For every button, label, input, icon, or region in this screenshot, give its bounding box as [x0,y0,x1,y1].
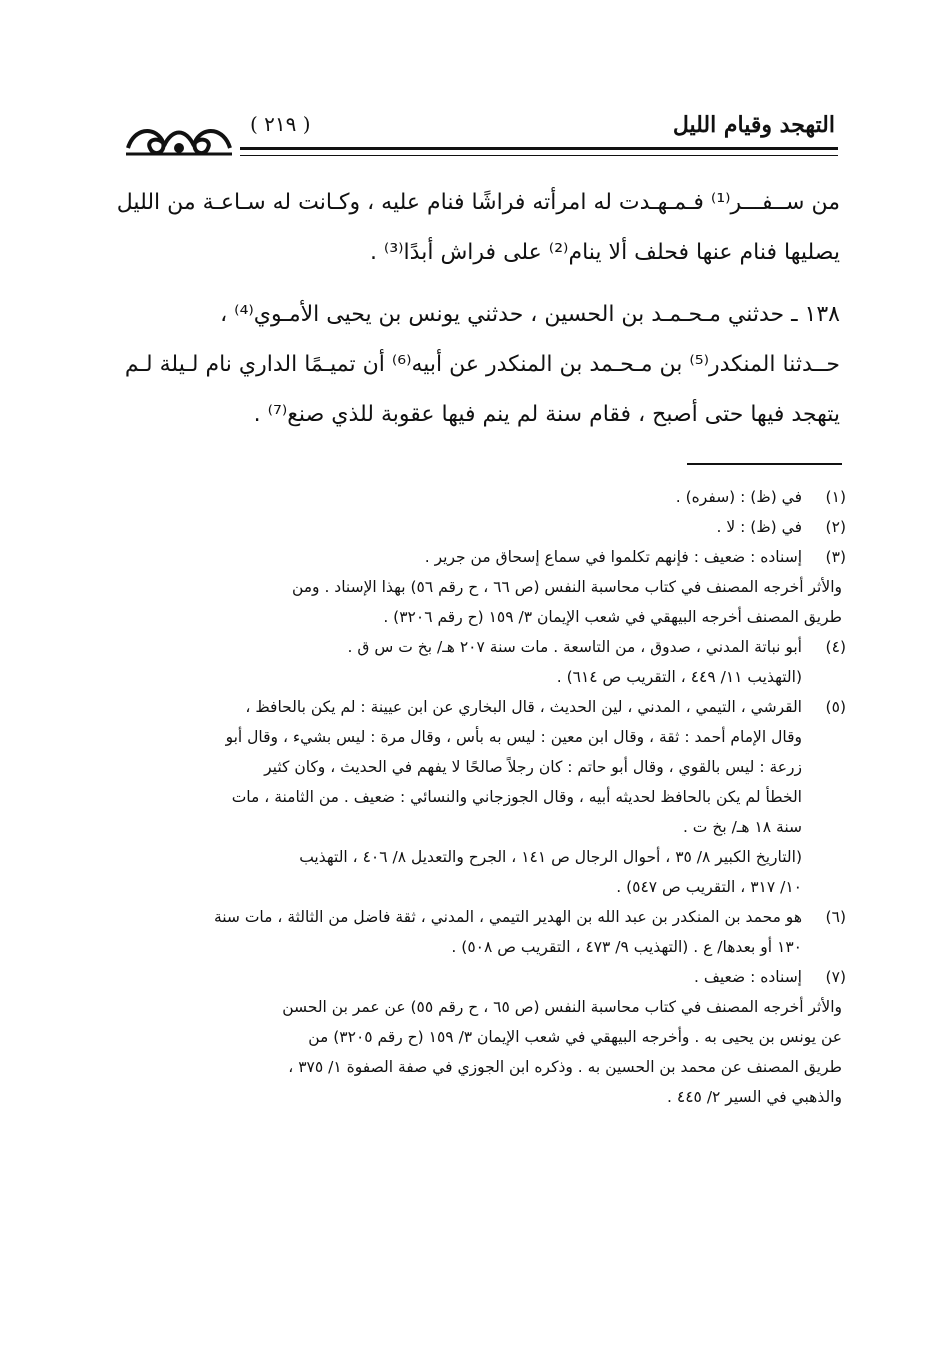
footnote-number: (١) [825,488,846,506]
footnote-line: عن يونس بن يحيى به . وأخرجه البيهقي في شعب الإيمان ٣/ ١٥٩ (ح رقم ٣٢٠٥) من [308,1028,842,1046]
running-title: التهجد وقيام الليل [672,112,835,138]
footnote-1 [124,482,846,512]
footnote-7-continued [124,992,886,1112]
footnote-2 [124,512,846,542]
footnote-line: ١٣٠ أو بعدها/ ع . (التهذيب ٩/ ٤٧٣ ، التقريب ص ٥٠٨) . [451,938,802,956]
footnote-line: الخطأ لم يكن بالحافظ لحديثه أبيه ، وقال الجوزجاني والنسائي : ضعيف . من الثامنة ، مات [231,788,802,806]
page-number: ( ٢١٩ ) [250,112,311,136]
footnote-3 [124,542,846,572]
main-paragraph-2 [124,290,840,440]
footnote-line: إسناده : ضعيف : فإنهم تكلموا في سماع إسحاق من جرير . [424,548,802,566]
footnote-line: سنة ١٨ هـ/ بخ ت . [682,818,802,836]
footnote-line: والذهبي في السير ٢/ ٤٤٥ . [667,1088,842,1106]
footnote-number: (٦) [825,908,846,926]
text-line: حــدثنا المنكدر⁽⁵⁾ بن مـحـمد بن المنكدر عن أبيه⁽⁶⁾ أن تميـمًا الداري نام لـيلة لـم [124,352,840,377]
ornament-icon [124,118,234,160]
footnote-number: (٥) [825,698,846,716]
footnote-number: (٣) [825,548,846,566]
header-rule-thick [240,147,838,150]
footnote-line: في (ظ) : (سفره) . [675,488,802,506]
footnote-line: ١٠/ ٣١٧ ، التقريب ص ٥٤٧) . [616,878,802,896]
footnote-line: في (ظ) : لا . [716,518,802,536]
footnote-line: القرشي ، التيمي ، المدني ، لين الحديث ، قال البخاري عن ابن عيينة : لم يكن بالحافظ ، [245,698,802,716]
footnotes [124,482,846,1112]
footnote-line: هو محمد بن المنكدر بن عبد الله بن الهدير التيمي ، المدني ، ثقة فاضل من الثالثة ، مات سنة [213,908,802,926]
footnote-line: (التهذيب ١١/ ٤٤٩ ، التقريب ص ٦١٤) . [556,668,802,686]
footnote-6 [124,902,846,962]
text-line: من ســفـــر⁽¹⁾ فـمـهـدت له امرأته فراشًا فنام عليه ، وكـانت له سـاعـة من الليل [116,190,840,215]
text-line: يتهجد فيها حتى أصبح ، فقام سنة لم ينم فيها عقوبة للذي صنع⁽⁷⁾ . [253,402,840,427]
footnote-number: (٢) [825,518,846,536]
footnote-line: إسناده : ضعيف . [693,968,802,986]
footnote-number: (٧) [825,968,846,986]
footnote-line: والأثر أخرجه المصنف في كتاب محاسبة النفس (ص ٦٥ ، ح رقم ٥٥) عن عمر بن الحسن [282,998,842,1016]
footnote-line: زرعة : ليس بالقوي ، وقال أبو حاتم : كان رجلاً صالحًا لا يفهم في الحديث ، وكان كثير [264,758,802,776]
footnote-line: وقال الإمام أحمد : ثقة ، وقال ابن معين : ليس به بأس ، وقال مرة : ليس بشيء ، وقال أبو [225,728,802,746]
footnote-line: طريق المصنف أخرجه البيهقي في شعب الإيمان ٣/ ١٥٩ (ح رقم ٣٢٠٦) . [383,608,842,626]
footnote-5 [124,692,846,902]
footnote-7 [124,962,846,992]
footnote-4 [124,632,846,692]
text-line: ١٣٨ ـ حدثني مـحـمـد بن الحسين ، حدثني يونس بن يحيى الأمـوي⁽⁴⁾ ، [220,302,840,327]
footnote-line: والأثر أخرجه المصنف في كتاب محاسبة النفس (ص ٦٦ ، ح رقم ٥٦) بهذا الإسناد . ومن [291,578,842,596]
footnote-line: طريق المصنف عن محمد بن الحسين به . وذكره ابن الجوزي في صفة الصفوة ١/ ٣٧٥ ، [288,1058,842,1076]
footnote-separator [687,463,842,465]
footnote-3-continued [124,572,886,632]
header-rule-thin [240,155,838,156]
footnote-line: (التاريخ الكبير ٨/ ٣٥ ، أحوال الرجال ص ١٤١ ، الجرح والتعديل ٨/ ٤٠٦ ، التهذيب [299,848,802,866]
footnote-number: (٤) [825,638,846,656]
footnote-line: أبو نباتة المدني ، صدوق ، من التاسعة . مات سنة ٢٠٧ هـ/ بخ ت س ق . [347,638,802,656]
text-line: يصليها فنام عنها فحلف ألا ينام⁽²⁾ على فراش أبدًا⁽³⁾ . [369,240,840,265]
main-paragraph-1 [116,178,840,278]
